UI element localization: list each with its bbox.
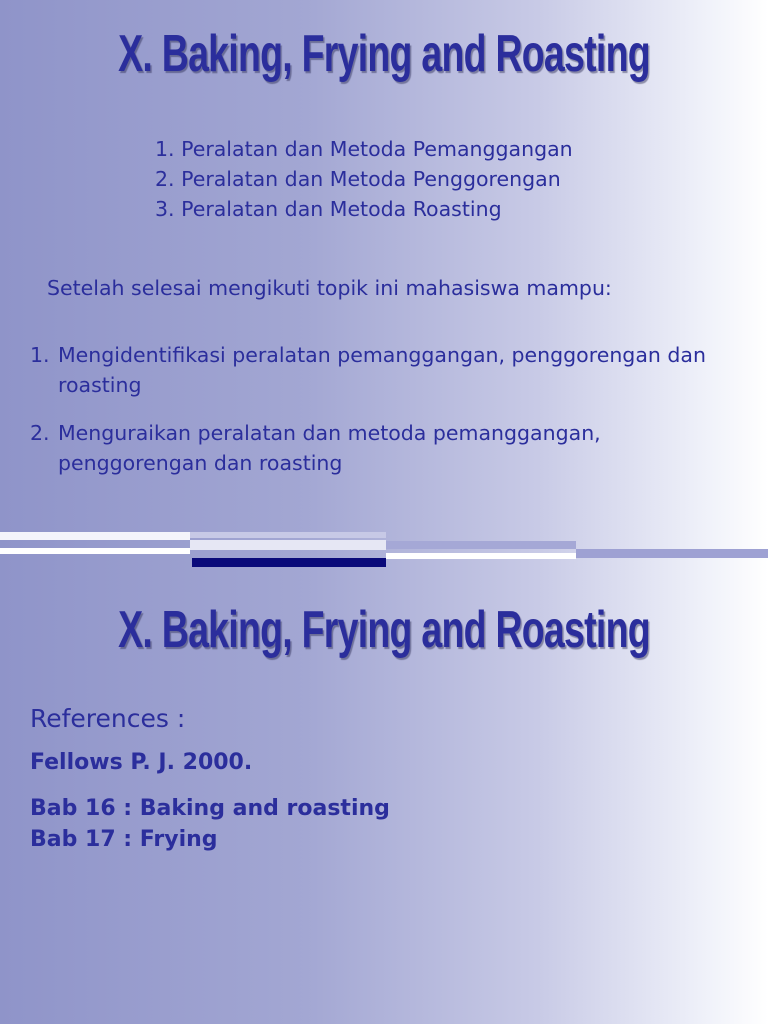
objective-number: 1.	[30, 343, 50, 367]
objective-item	[30, 340, 738, 400]
slide-2-title: X. Baking, Frying and Roasting	[118, 601, 650, 659]
slide-2	[0, 576, 768, 1024]
reference-chapter: Bab 16 : Baking and roasting	[30, 796, 390, 821]
objective-text: Menguraikan peralatan dan metoda pemanggangan, penggorengan dan roasting	[58, 421, 601, 475]
objective-text: Mengidentifikasi peralatan pemanggangan, penggorengan dan roasting	[58, 343, 706, 397]
objective-number: 2.	[30, 421, 50, 445]
objectives-intro: Setelah selesai mengikuti topik ini mahasiswa mampu:	[47, 276, 612, 300]
topic-item: 2. Peralatan dan Metoda Penggorengan	[155, 167, 561, 191]
references-heading: References :	[30, 704, 186, 733]
topic-item: 3. Peralatan dan Metoda Roasting	[155, 197, 502, 221]
topic-list	[155, 134, 573, 224]
reference-chapter: Bab 17 : Frying	[30, 827, 218, 852]
objective-item	[30, 418, 738, 478]
decor-bar-light-2	[190, 532, 386, 538]
decor-bar-light	[190, 540, 386, 550]
reference-author: Fellows P. J. 2000.	[30, 750, 253, 775]
decor-bar-right	[576, 549, 768, 558]
decor-bar-white-2	[386, 553, 576, 559]
objective-list	[30, 340, 738, 496]
decor-bar-white	[0, 548, 190, 554]
topic-item: 1. Peralatan dan Metoda Pemanggangan	[155, 137, 573, 161]
decor-bar-white-top	[0, 532, 190, 540]
decor-bar-mid	[386, 541, 576, 549]
slide-1-title: X. Baking, Frying and Roasting	[118, 25, 650, 83]
decor-bar-accent	[192, 558, 386, 567]
